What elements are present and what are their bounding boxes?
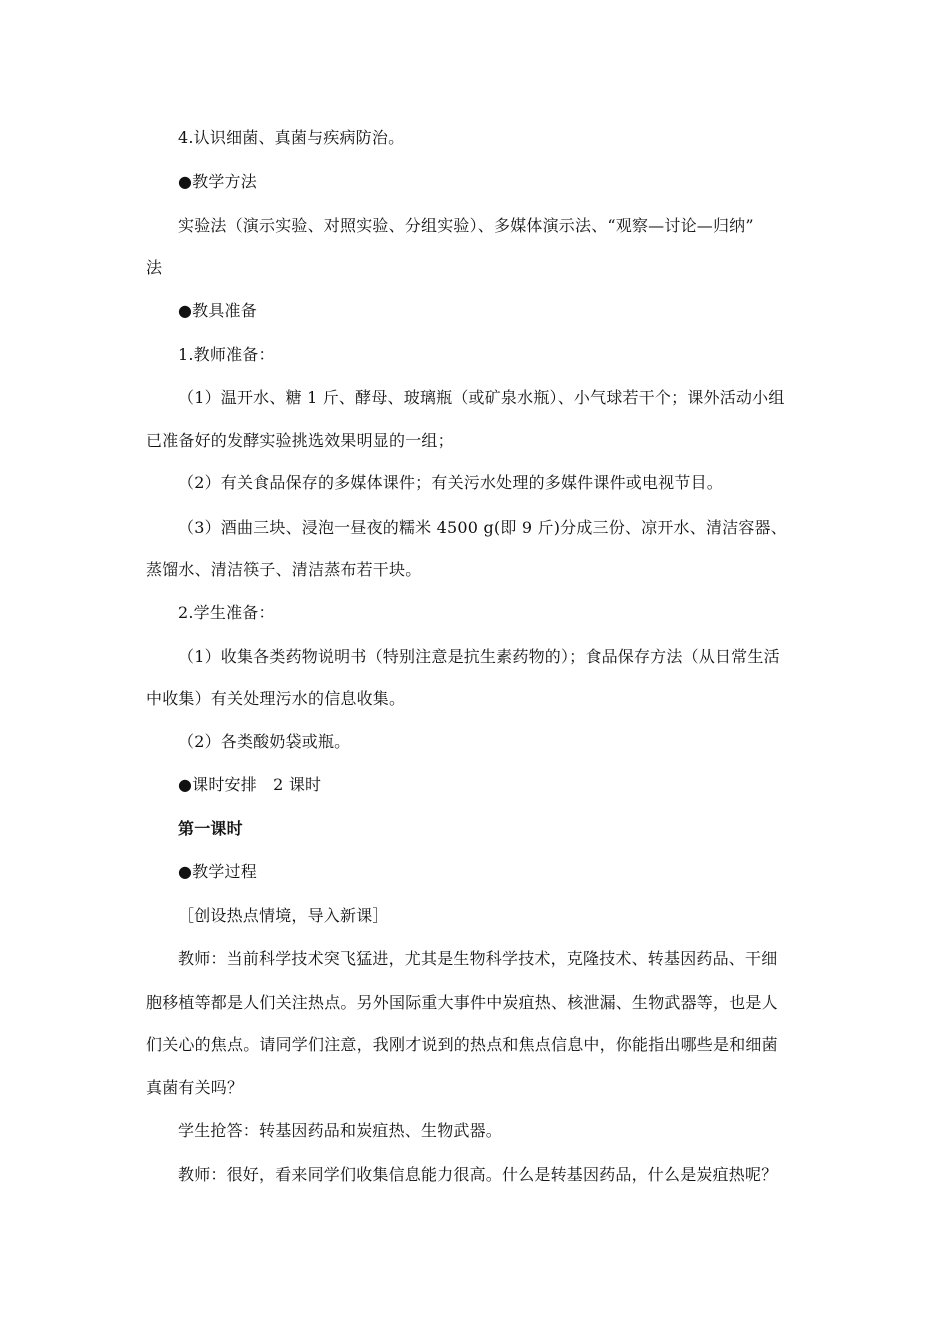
list-item-4: 4.认识细菌、真菌与疾病防治。 — [178, 128, 405, 147]
teacher-prep-item-2: （2）有关食品保存的多媒体课件；有关污水处理的多媒件课件或电视节目。 — [178, 473, 723, 492]
student-answer: 学生抢答：转基因药品和炭疽热、生物武器。 — [178, 1121, 503, 1140]
section-label-intro: ［创设热点情境，导入新课］ — [178, 906, 389, 925]
teacher-dialogue-1-line-2: 胞移植等都是人们关注热点。另外国际重大事件中炭疽热、核泄漏、生物武器等，也是人 — [146, 993, 778, 1012]
subheading-teacher-prep: 1.教师准备： — [178, 345, 275, 364]
teacher-prep-item-1-line-2: 已准备好的发酵实验挑选效果明显的一组； — [146, 431, 454, 450]
student-prep-item-1-line-1: （1）收集各类药物说明书（特别注意是抗生素药物的）；食品保存方法（从日常生活 — [178, 647, 780, 666]
teacher-prep-item-3-line-2: 蒸馏水、清洁筷子、清洁蒸布若干块。 — [146, 560, 422, 579]
lesson-title: 第一课时 — [178, 819, 243, 838]
section-heading-teaching-process: ●教学过程 — [178, 862, 257, 881]
subheading-student-prep: 2.学生准备： — [178, 603, 275, 622]
lesson-schedule: ●课时安排 2 课时 — [178, 775, 322, 794]
teacher-prep-item-1-line-1: （1）温开水、糖 1 斤、酵母、玻璃瓶（或矿泉水瓶）、小气球若干个；课外活动小组 — [178, 388, 785, 407]
teacher-dialogue-1-line-4: 真菌有关吗？ — [146, 1078, 244, 1097]
student-prep-item-2: （2）各类酸奶袋或瓶。 — [178, 732, 351, 751]
teacher-dialogue-1-line-1: 教师：当前科学技术突飞猛进，尤其是生物科学技术，克隆技术、转基因药品、干细 — [178, 949, 778, 968]
teacher-dialogue-2: 教师：很好，看来同学们收集信息能力很高。什么是转基因药品，什么是炭疽热呢？ — [178, 1165, 778, 1184]
section-heading-teaching-methods: ●教学方法 — [178, 172, 257, 191]
teacher-dialogue-1-line-3: 们关心的焦点。请同学们注意，我刚才说到的热点和焦点信息中，你能指出哪些是和细菌 — [146, 1035, 778, 1054]
student-prep-item-1-line-2: 中收集）有关处理污水的信息收集。 — [146, 689, 406, 708]
paragraph-teaching-methods-line-2: 法 — [146, 258, 163, 277]
teacher-prep-item-3-line-1: （3）酒曲三块、浸泡一昼夜的糯米 4500 g(即 9 斤)分成三份、凉开水、清洁容器、 — [178, 518, 787, 537]
paragraph-teaching-methods-line-1: 实验法（演示实验、对照实验、分组实验）、多媒体演示法、“观察—讨论—归纳” — [178, 216, 754, 235]
section-heading-teaching-aids: ●教具准备 — [178, 301, 257, 320]
